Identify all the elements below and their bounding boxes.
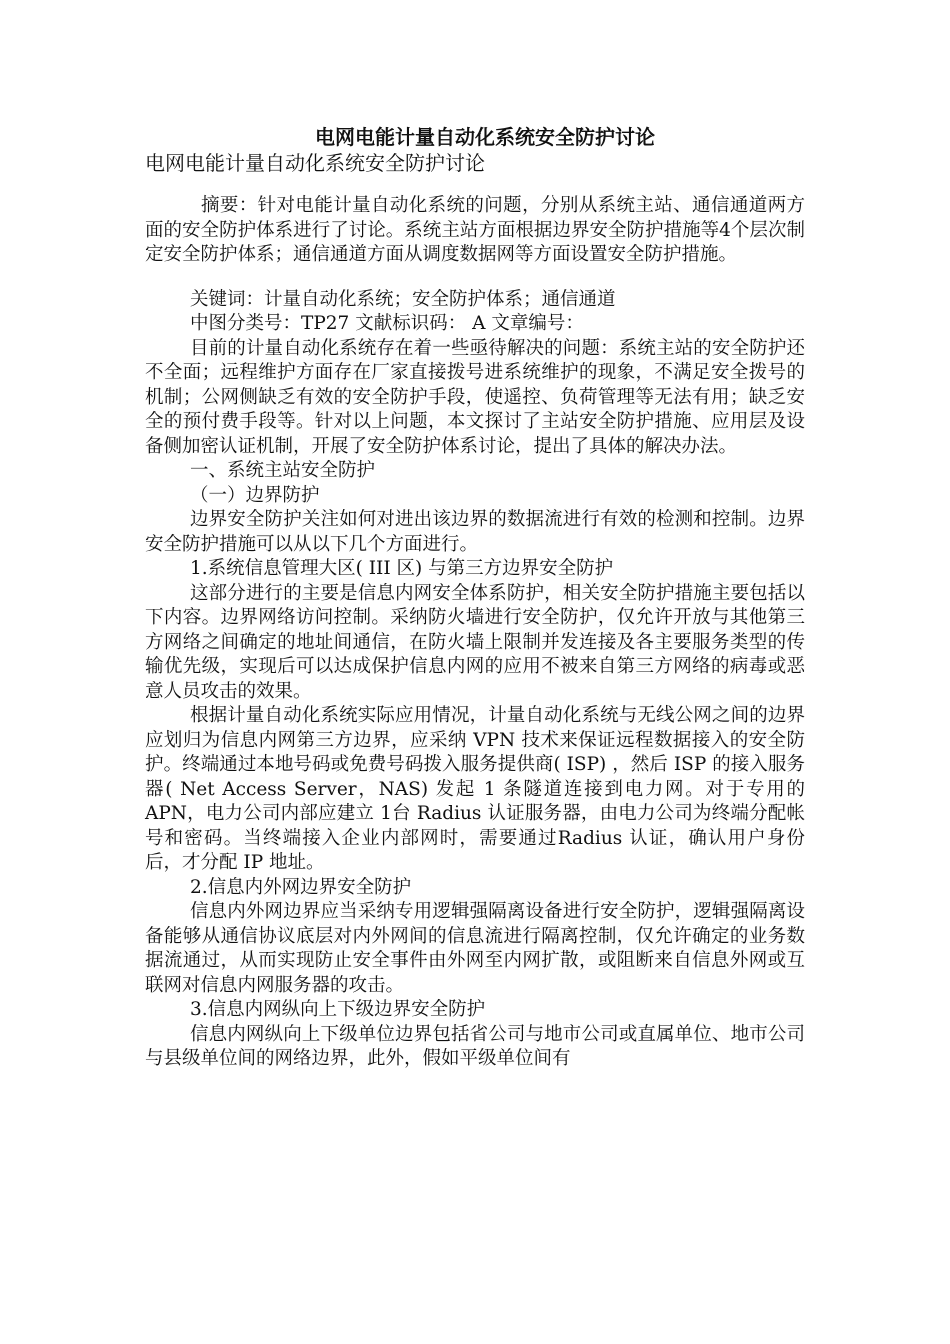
item-heading-1: 1.系统信息管理大区( III 区) 与第三方边界安全防护 (190, 558, 614, 579)
intro-paragraph: 目前的计量自动化系统存在着一些亟待解决的问题：系统主站的安全防护还不全面；远程维护方面存在厂家直接拨号进系统维护的现象，不满足安全拨号的机制；公网侧缺乏有效的安全防护手段，使遥控、负荷管理等无法有用；缺乏安全的预付费手段等。针对以上问题，本文探讨了主站安全防护措施、应用层及设备侧加密认证机制，开展了安全防护体系讨论，提出了具体的解决办法。 (145, 337, 805, 457)
item-heading-3: 3.信息内网纵向上下级边界安全防护 (190, 999, 486, 1020)
body-paragraph: 信息内外网边界应当采纳专用逻辑强隔离设备进行安全防护，逻辑强隔离设备能够从通信协议底层对内外网间的信息流进行隔离控制，仅允许确定的业务数据流通过，从而实现防止安全事件由外网至内网扩散，或阻断来自信息外网或互联网对信息内网服务器的攻击。 (145, 901, 805, 996)
document-page (145, 124, 805, 1072)
body-paragraph: 这部分进行的主要是信息内网安全体系防护，相关安全防护措施主要包括以下内容。边界网络访问控制。采纳防火墙进行安全防护，仅允许开放与其他第三方网络之间确定的地址间通信，在防火墙上限制并发连接及各主要服务类型的传输优先级，实现后可以达成保护信息内网的应用不被来自第三方网络的病毒或恶意人员攻击的效果。 (145, 582, 805, 702)
keywords-line: 关键词：计量自动化系统；安全防护体系；通信通道 (190, 288, 616, 310)
abstract-paragraph: 摘要：针对电能计量自动化系统的问题，分别从系统主站、通信通道两方面的安全防护体系进行了讨论。系统主站方面根据边界安全防护措施等4个层次制定安全防护体系；通信通道方面从调度数据网等方面设置安全防护措施。 (145, 195, 805, 265)
subsection-heading-1: （一）边界防护 (190, 484, 320, 506)
body-paragraph: 根据计量自动化系统实际应用情况，计量自动化系统与无线公网之间的边界应划归为信息内网第三方边界，应采纳 VPN 技术来保证远程数据接入的安全防护。终端通过本地号码或免费号码拨入服务提供商( ISP) ，然后 ISP 的接入服务器( Net Access Server，NAS) 发起 1 条隧道连接到电力网。对于专用的 APN，电力公司内部应建立 1台 Radius 认证服务器，由电力公司为终端分配帐号和密码。当终端接入企业内部网时，需要通过Radius 认证，确认用户身份后，才分配 IP 地址。 (145, 705, 805, 873)
body-paragraph: 边界安全防护关注如何对进出该边界的数据流进行有效的检测和控制。边界安全防护措施可以从以下几个方面进行。 (145, 509, 805, 555)
classification-line: 中图分类号：TP27 文献标识码： A 文章编号： (190, 313, 584, 334)
document-title: 电网电能计量自动化系统安全防护讨论 (315, 125, 655, 149)
section-heading-1: 一、系统主站安全防护 (190, 460, 376, 481)
item-heading-2: 2.信息内外网边界安全防护 (190, 876, 412, 898)
document-subtitle: 电网电能计量自动化系统安全防护讨论 (145, 151, 485, 175)
body-paragraph: 信息内网纵向上下级单位边界包括省公司与地市公司或直属单位、地市公司与县级单位间的网络边界，此外，假如平级单位间有 (145, 1023, 805, 1069)
